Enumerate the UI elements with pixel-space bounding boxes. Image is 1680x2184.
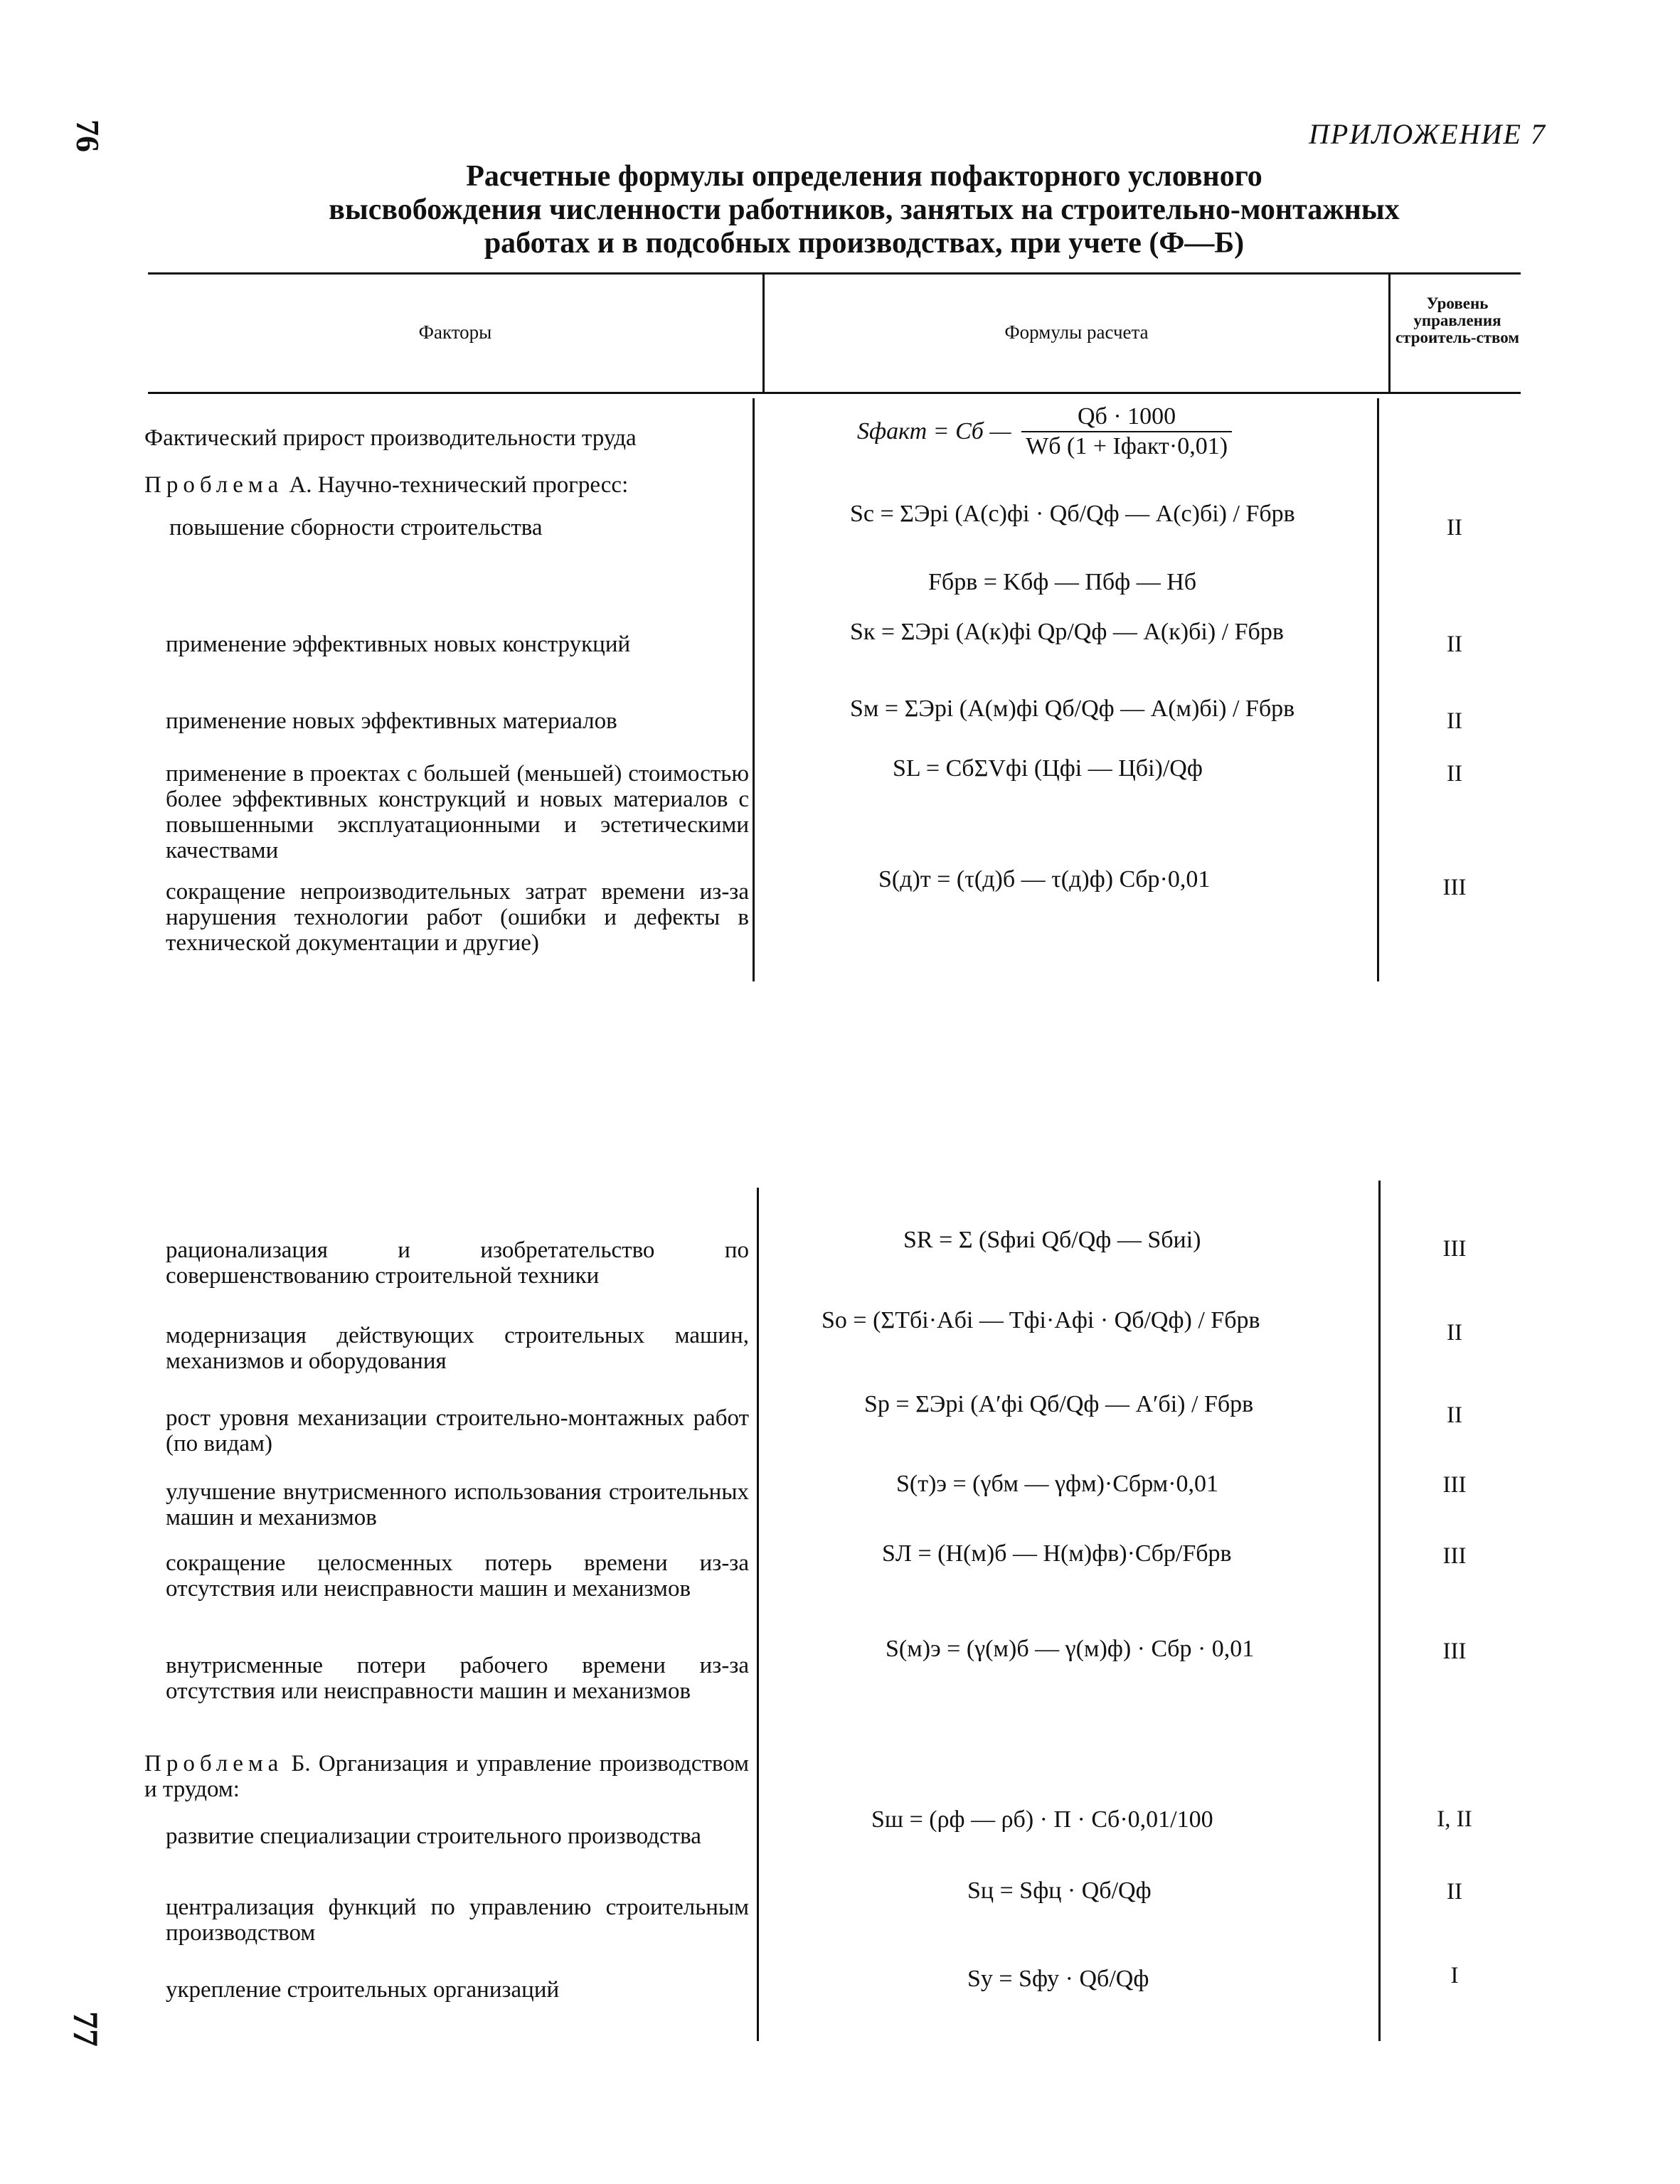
formula-p: Sp = ΣЭpi (A′фi Qб/Qф — A′бi) / Fбрв [864, 1391, 1254, 1417]
body-col-divider-2-upper [1377, 398, 1379, 981]
header-level: Уровень управления строитель-ством [1395, 294, 1520, 346]
factor-row-13 [144, 1751, 749, 1802]
factor-row-5: применение в проектах с большей (меньшей) стоимостью более эффективных конструкций и новых материалов с повышенными эксплуатационными и эстетическими качествами [166, 761, 749, 863]
formula-ln: SЛ = (H(м)б — H(м)фв)·Cбр/Fбрв [882, 1540, 1232, 1567]
level-row-16: I [1450, 1963, 1459, 1988]
problem-b-text: Б. Организация и управление производством и трудом: [144, 1751, 749, 1802]
body-col-divider-2-lower [1378, 1181, 1381, 2041]
factor-row-15: централизация функций по управлению строительным производством [166, 1895, 749, 1946]
factor-row-3: применение эффективных новых конструкций [166, 632, 631, 657]
level-row-5: II [1447, 761, 1462, 787]
factor-row-10: улучшение внутрисменного использования строительных машин и механизмов [166, 1479, 749, 1530]
formula-u: Sу = Sфу · Qб/Qф [967, 1966, 1149, 1992]
factor-row-0: Фактический прирост производительности труда [144, 425, 637, 451]
body-col-divider-1-lower [757, 1188, 759, 2041]
formula-t: S(д)т = (τ(д)б — τ(д)ф) Cбр·0,01 [878, 866, 1211, 893]
title-line-3: работах и в подсобных производствах, при учете (Ф—Б) [484, 227, 1245, 260]
page-title [235, 160, 1494, 260]
factor-row-1 [144, 472, 749, 498]
factor-row-4: применение новых эффективных материалов [166, 708, 617, 734]
formula-c: Sc = ΣЭpi (A(c)фi · Qб/Qф — A(c)бi) / Fбрв [850, 501, 1295, 527]
header-col-divider-2 [1388, 275, 1391, 393]
formula-fakt-fraction [1021, 403, 1232, 461]
formula-fakt-lhs: Sфакт = Cб — [857, 418, 1011, 444]
formula-r: SR = Σ (Sфиi Qб/Qф — Sбиi) [903, 1227, 1201, 1253]
appendix-label: ПРИЛОЖЕНИЕ 7 [1309, 118, 1546, 150]
formula-fbrv: Fбрв = Kбф — Пбф — Hб [928, 569, 1197, 595]
problem-a-lead: Проблема [144, 472, 284, 498]
level-row-7: III [1442, 1236, 1467, 1262]
title-line-2: высвобождения численности работников, занятых на строительно-монтажных [329, 193, 1400, 226]
level-row-14: I, II [1437, 1806, 1472, 1832]
factor-row-9: рост уровня механизации строительно-монтажных работ (по видам) [166, 1405, 749, 1456]
factor-row-14: развитие специализации строительного производства [166, 1823, 701, 1849]
level-row-4: II [1447, 708, 1462, 734]
level-row-2: II [1447, 515, 1462, 540]
level-row-10: III [1442, 1472, 1467, 1498]
formula-fakt-num: Qб · 1000 [1021, 403, 1232, 432]
level-row-11: III [1442, 1543, 1467, 1569]
factor-row-8: модернизация действующих строительных машин, механизмов и оборудования [166, 1323, 749, 1374]
title-line-1: Расчетные формулы определения пофакторного условного [466, 160, 1262, 193]
formula-fakt-den: Wб (1 + Iфакт·0,01) [1026, 433, 1228, 459]
formula-e-m: S(м)э = (γ(м)б — γ(м)ф) · Cбр · 0,01 [886, 1636, 1255, 1662]
formula-o: So = (ΣTбi·Aбi — Tфi·Aфi · Qб/Qф) / Fбрв [822, 1307, 1260, 1333]
level-row-12: III [1442, 1639, 1467, 1664]
level-row-15: II [1447, 1879, 1462, 1905]
level-row-3: II [1447, 632, 1462, 657]
factor-row-11: сокращение целосменных потерь времени из-за отсутствия или неисправности машин и механизмов [166, 1550, 749, 1602]
problem-b-lead: Проблема [144, 1751, 284, 1777]
header-bottom-rule [148, 392, 1521, 394]
header-factors: Факторы [418, 321, 492, 343]
formula-fakt [857, 403, 1236, 461]
formula-sh: Sш = (ρф — ρб) · П · Cб·0,01/100 [871, 1806, 1213, 1833]
problem-a-text: А. Научно-технический прогресс: [283, 472, 629, 498]
factor-row-12: внутрисменные потери рабочего времени из-за отсутствия или неисправности машин и механизмов [166, 1653, 749, 1704]
level-row-9: II [1447, 1402, 1462, 1428]
table-top-rule [148, 272, 1521, 275]
page-number-bottom: 77 [66, 2011, 106, 2047]
factor-row-16: укрепление строительных организаций [166, 1977, 560, 2003]
body-col-divider-1-upper [753, 398, 755, 981]
factor-row-6: сокращение непроизводительных затрат времени из-за нарушения технологии работ (ошибки и дефекты в технической документации и другие) [166, 879, 749, 956]
factor-row-7: рационализация и изобретательство по совершенствованию строительной техники [166, 1237, 749, 1289]
factor-row-2: повышение сборности строительства [169, 515, 543, 540]
formula-ts: Sц = Sфц · Qб/Qф [967, 1877, 1152, 1904]
level-row-8: II [1447, 1320, 1462, 1346]
formula-k: Sк = ΣЭpi (A(к)фi Qp/Qф — A(к)бi) / Fбрв [850, 619, 1284, 645]
level-row-6: III [1442, 875, 1467, 900]
formula-e-t: S(т)э = (γбм — γфм)·Cбрм·0,01 [896, 1471, 1219, 1497]
formula-m: Sм = ΣЭpi (A(м)фi Qб/Qф — A(м)бi) / Fбрв [850, 696, 1295, 722]
formula-l: SL = CбΣVфi (Цфi — Цбi)/Qф [893, 755, 1203, 782]
header-formulas: Формулы расчета [1004, 321, 1149, 343]
page-number-top: 76 [70, 119, 106, 152]
